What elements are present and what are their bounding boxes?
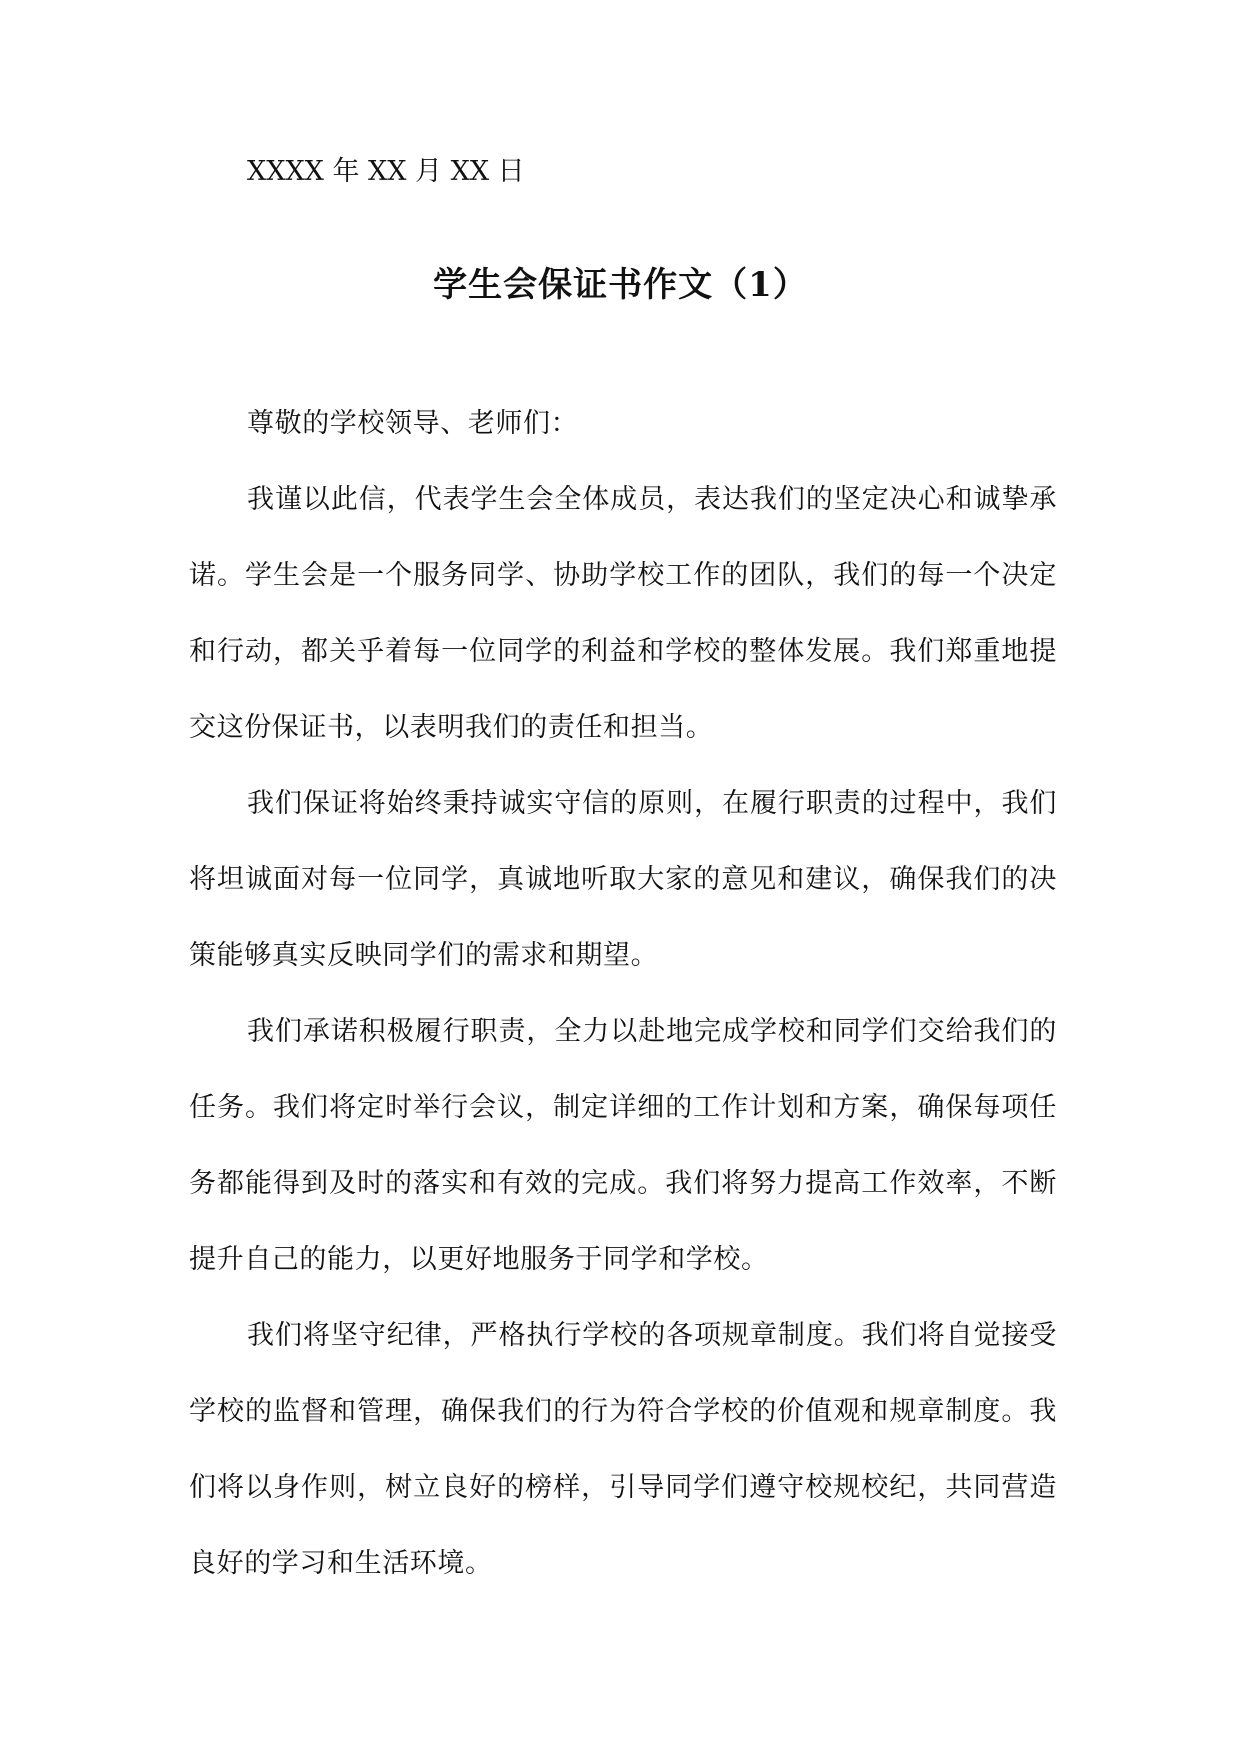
paragraph-1: 我谨以此信，代表学生会全体成员，表达我们的坚定决心和诚挚承诺。学生会是一个服务同学、协助学校工作的团队，我们的每一个决定和行动，都关乎着每一位同学的利益和学校的整体发展。我们郑重地提交这份保证书，以表明我们的责任和担当。 (189, 484, 1057, 743)
document-date: XXXX 年 XX 月 XX 日 (247, 156, 525, 187)
paragraph-4: 我们将坚守纪律，严格执行学校的各项规章制度。我们将自觉接受学校的监督和管理，确保我们的行为符合学校的价值观和规章制度。我们将以身作则，树立良好的榜样，引导同学们遵守校规校纪，共同营造良好的学习和生活环境。 (189, 1320, 1057, 1579)
paragraph-3: 我们承诺积极履行职责，全力以赴地完成学校和同学们交给我们的任务。我们将定时举行会议，制定详细的工作计划和方案，确保每项任务都能得到及时的落实和有效的完成。我们将努力提高工作效率，不断提升自己的能力，以更好地服务于同学和学校。 (189, 1016, 1057, 1275)
salutation: 尊敬的学校领导、老师们： (247, 408, 579, 439)
document-title: 学生会保证书作文（1） (433, 265, 808, 305)
paragraph-2: 我们保证将始终秉持诚实守信的原则，在履行职责的过程中，我们将坦诚面对每一位同学，真诚地听取大家的意见和建议，确保我们的决策能够真实反映同学们的需求和期望。 (189, 788, 1057, 971)
document-body (189, 386, 1057, 1602)
